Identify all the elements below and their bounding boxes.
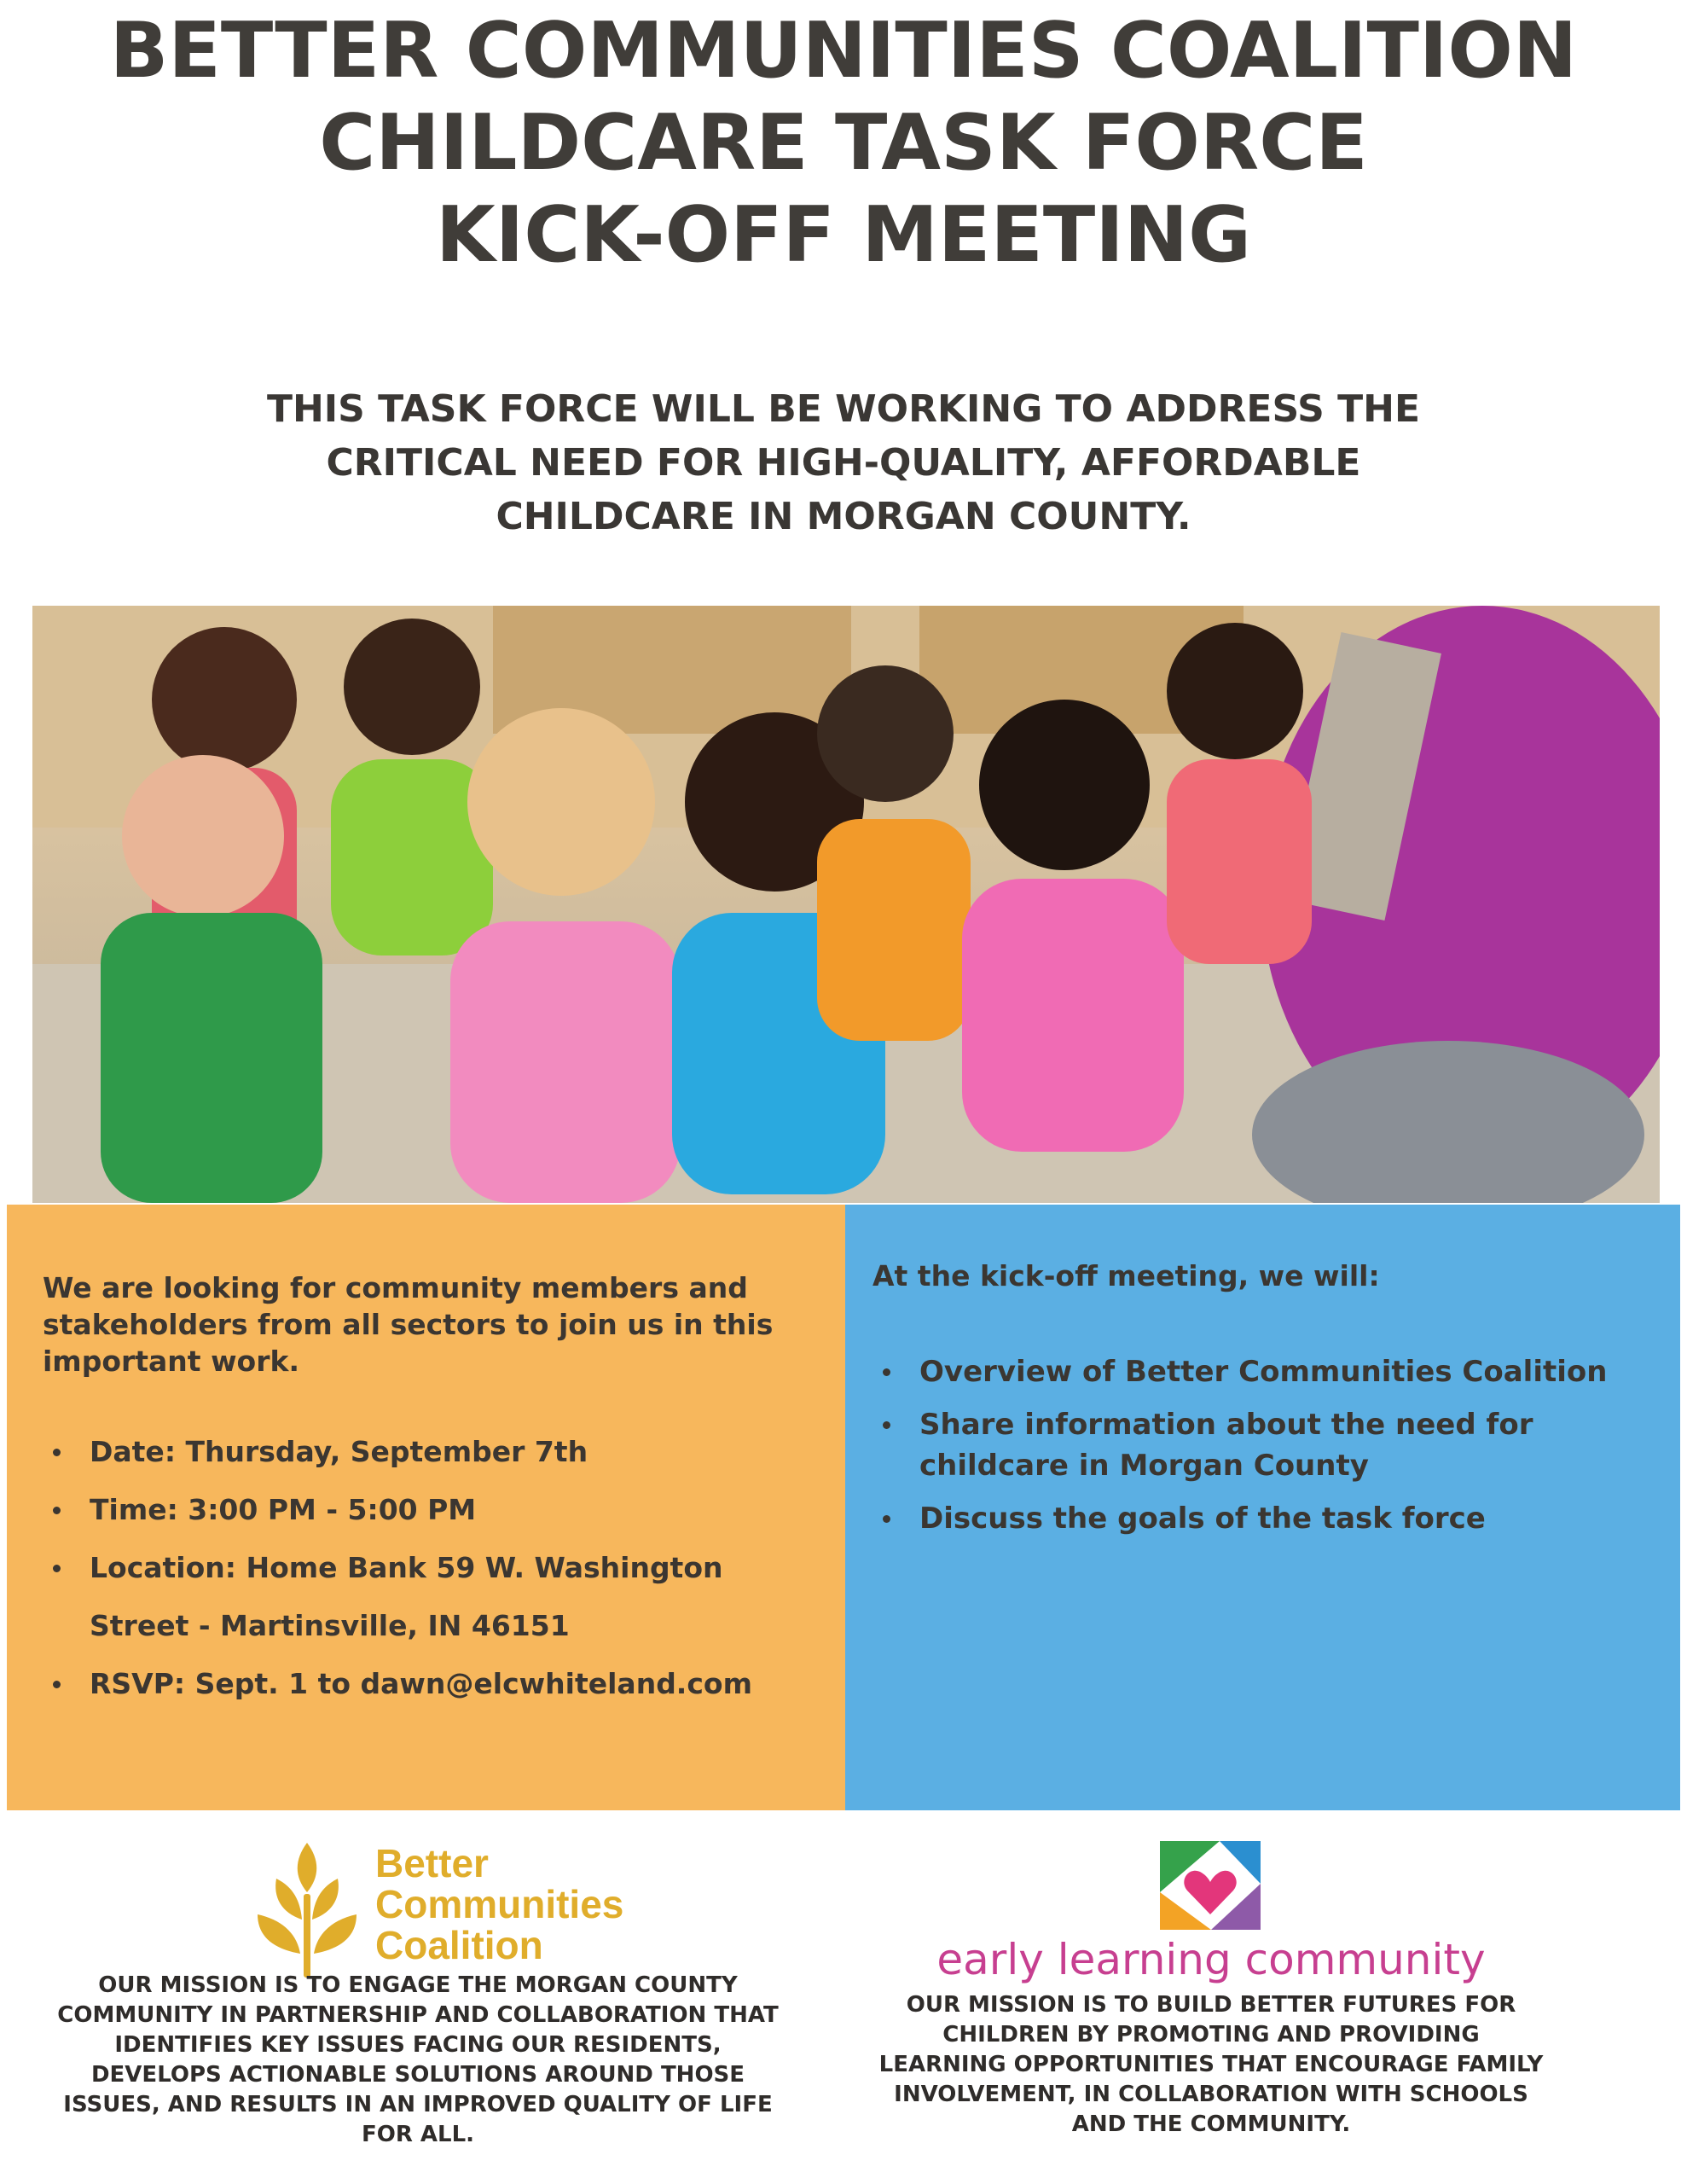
list-item-time: Time: 3:00 PM - 5:00 PM xyxy=(43,1481,827,1539)
agenda-list xyxy=(872,1351,1657,1551)
subtitle xyxy=(0,382,1687,543)
page-title xyxy=(0,0,1687,282)
bcc-logo-text xyxy=(375,1843,623,1966)
list-item-discuss-goals: Discuss the goals of the task force xyxy=(872,1498,1657,1539)
title-line-1: BETTER COMMUNITIES COALITION xyxy=(109,6,1578,96)
event-details-list xyxy=(43,1423,827,1713)
subtitle-line-3: CHILDCARE IN MORGAN COUNTY. xyxy=(496,495,1191,538)
list-item-rsvp: RSVP: Sept. 1 to dawn@elcwhiteland.com xyxy=(43,1655,827,1713)
list-item-location: Location: Home Bank 59 W. Washington Street - Martinsville, IN 46151 xyxy=(43,1539,827,1655)
wheat-icon xyxy=(247,1834,367,1978)
agenda-panel xyxy=(845,1205,1680,1810)
bcc-logo-line-1: Better xyxy=(375,1841,489,1885)
elc-logo-text: early learning community xyxy=(936,1935,1486,1984)
bcc-logo xyxy=(247,1834,657,1978)
list-item-date: Date: Thursday, September 7th xyxy=(43,1423,827,1481)
heart-logo-icon xyxy=(1160,1841,1261,1930)
agenda-intro: At the kick-off meeting, we will: xyxy=(872,1259,1380,1292)
elc-mission-statement: OUR MISSION IS TO BUILD BETTER FUTURES FOR CHILDREN BY PROMOTING AND PROVIDING LEARNING OPPORTUNITIES THAT ENCOURAGE FAMILY INVOLVEMENT, IN COLLABORATION WITH SCHOOLS AND THE COMMUNITY. xyxy=(878,1992,1544,2137)
subtitle-line-1: THIS TASK FORCE WILL BE WORKING TO ADDRESS THE xyxy=(266,387,1421,431)
subtitle-line-2: CRITICAL NEED FOR HIGH-QUALITY, AFFORDABLE xyxy=(326,441,1361,485)
bcc-mission-statement: OUR MISSION IS TO ENGAGE THE MORGAN COUNTY COMMUNITY IN PARTNERSHIP AND COLLABORATION THAT IDENTIFIES KEY ISSUES FACING OUR RESIDENTS, DEVELOPS ACTIONABLE SOLUTIONS AROUND THOSE ISSUES, AND RESULTS IN AN IMPROVED QUALITY OF LIFE FOR ALL. xyxy=(57,1972,779,2147)
bcc-logo-line-2: Communities xyxy=(375,1882,624,1926)
event-details-panel xyxy=(7,1205,845,1810)
elc-logo xyxy=(1160,1841,1261,1930)
photo-illustration xyxy=(32,606,1660,1203)
list-item-overview: Overview of Better Communities Coalition xyxy=(872,1351,1657,1392)
children-photo xyxy=(32,606,1660,1203)
invitation-text: We are looking for community members and stakeholders from all sectors to join us in this important work. xyxy=(43,1271,774,1378)
title-line-3: KICK-OFF MEETING xyxy=(436,190,1251,280)
bcc-logo-line-3: Coalition xyxy=(375,1923,543,1967)
title-line-2: CHILDCARE TASK FORCE xyxy=(319,98,1368,188)
list-item-share-info: Share information about the need for childcare in Morgan County xyxy=(872,1404,1657,1486)
